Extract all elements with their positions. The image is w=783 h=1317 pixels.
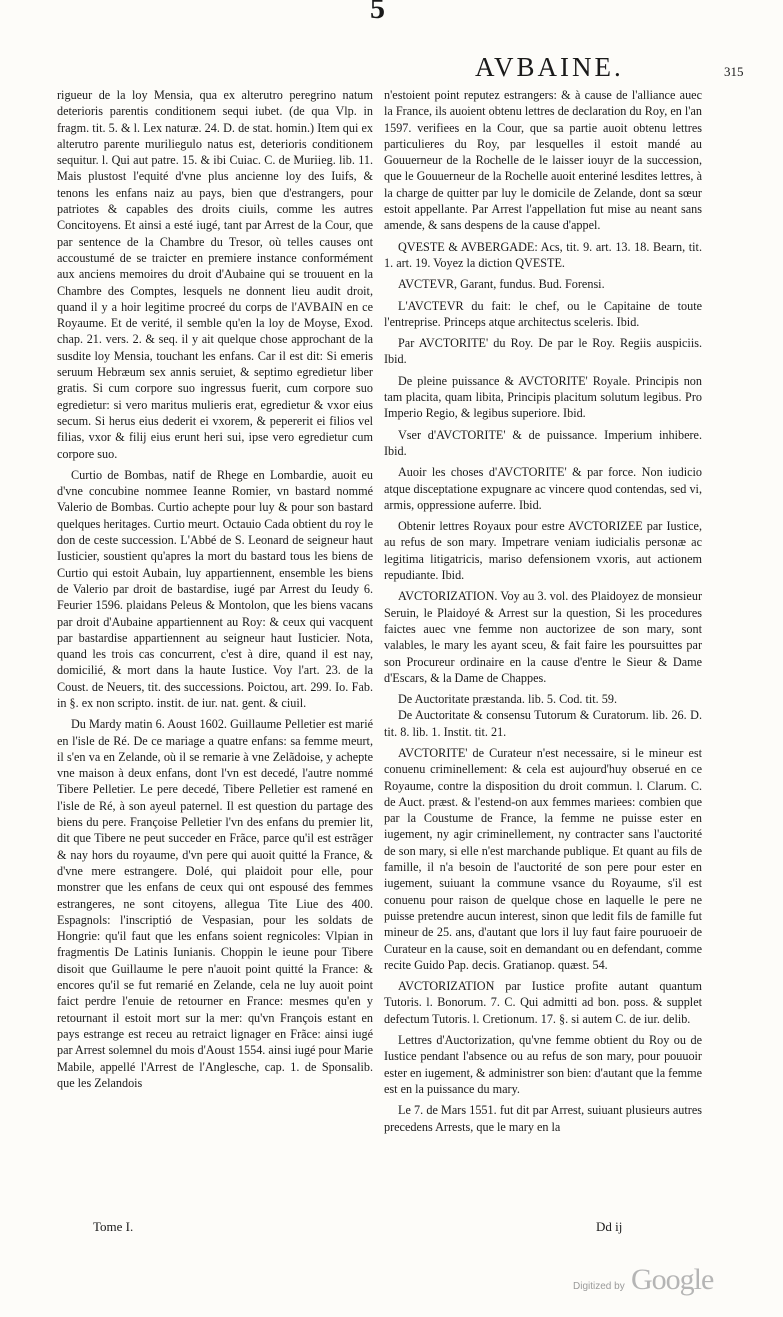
signature-mark: Dd ij [596,1219,623,1234]
right-entry: De Auctoritate præstanda. lib. 5. Cod. tit. 59. [398,692,618,707]
right-entry: AVCTORIZATION. Voy au 3. vol. des Plaidoyez de monsieur Seruin, le Plaidoyé & Arrest sur la question, Si les procedures faictes auec vne femme non auctorizee de son mary, sont valables, le mary les ayant sceu, & fait faire les poursuittes par son Procureur ordinaire en la cause d'entre le Sieur & Dame d'Escars, & la Dame de Chappes. [384,589,702,685]
digitized-watermark [573,1263,773,1303]
right-entry: L'AVCTEVR du fait: le chef, ou le Capitaine de toute l'entreprise. Princeps atque architectus sceleris. Ibid. [384,298,702,329]
right-entry: De Auctoritate & consensu Tutorum & Curatorum. lib. 26. D. tit. 8. lib. 1. Instit. tit. 21. [384,708,702,739]
right-entry: QVESTE & AVBERGADE: Acs, tit. 9. art. 13. 18. Bearn, tit. 1. art. 19. Voyez la diction QVESTE. [384,239,702,270]
right-entry: AVCTORITE' de Curateur n'est necessaire, si le mineur est conuenu criminellement: & cela est aujourd'huy obserué en ce Royaume, contre la disposition du droit commun. l. Clarum. C. de Auct. præst. & l'estend-on aux femmes mariees: combien que par la Coustume de France, la femme ne puisse ester en iugement, ny agir criminellement, ny contracter sans l'auctorité de son mary, si elle n'est marchande publique. Et quant au fils de famille, il n'a besoin de l'auctorité de son pere pour ester en iugement, suiuant la commune vsance du Royaume, s'il est conuenu pour raison de quelque chose en laquelle le pere ne puisse pretendre aucun interest, sinon que ledit fils de famille fut mineur de 25. ans, d'autant que lors il luy faut faire pouruoeir de Curateur en la cause, soit en demandant ou en defendant, comme recite Guido Pap. decis. Gratianop. quæst. 54. [384,745,702,972]
right-paragraph: n'estoient point reputez estrangers: & à cause de l'alliance auec la France, ils auoient obtenu lettres de declaration du Roy, en l'an 1597. verifiees en la Cour, que sa partie auoit obtenu lettres particulieres du Roy, par lesquelles il estoit mandé au Gouuerneur de la Rochelle de le laisser iouyr de la succession, que le Gouuerneur de la Rochelle auoit enteriné lesdites lettres, à la charge de quitter par luy le domicile de Zelande, dont sa sœur estoit appellante. Par Arrest l'appellation fut mise au neant sans amende, & sans despens de la cause d'appel. [384,88,702,233]
left-column [57,87,373,1091]
right-entry: Par AVCTORITE' du Roy. De par le Roy. Regiis auspiciis. Ibid. [384,336,702,367]
google-logo: Google [631,1263,714,1296]
right-entry: Auoir les choses d'AVCTORITE' & par force. Non iudicio atque disceptatione expugnare ac vincere quod contendas, sed vi, armis, oppressione auferre. Ibid. [384,465,702,512]
right-entry: Lettres d'Auctorization, qu'vne femme obtient du Roy ou de Iustice pendant l'absence ou au refus de son mary, pour pouuoir ester en iugement, & administrer son bien: d'autant que la femme est en la puissance du mary. [384,1033,702,1096]
right-entry: AVCTORIZATION par Iustice profite autant quantum Tutoris. l. Bonorum. 7. C. Qui admitti ad bon. poss. & supplet defectum Tutoris. l. Cretionum. 17. §. si autem C. de iur. delib. [384,979,702,1026]
left-paragraph: rigueur de la loy Mensia, qua ex alterutro peregrino natum deterioris parentis conditionem sequi iubet. (de qua Vlp. in fragm. tit. 5. & l. Lex naturæ. 24. D. de stat. homin.) Item qui ex alterutro parente muriliegulo natus est, deterioris conditionem sequitur. l. Qui aut patre. 15. & ibi Cuiac. C. de Muriieg. lib. 11. Mais plustost l'equité d'vne plus ancienne loy des Iuifs, & tenons les enfans naiz au pays, bien que d'estrangers, pour patriotes & capables des droits ciuils, comme les autres Concitoyens. Et ainsi a esté iugé, tant par Arrest de la Cour, que par sentence de la Chambre du Tresor, où telles causes ont accoustumé de se traicter en premiere instance conformément aux anciens memoires du droit d'Aubaine qui se trouuent en la Chambre des Comptes, lesquels ne donnent lieu audit droit, quand il y a hoir legitime procreé du corps de l'AVBAIN en ce Royaume. Et de verité, il semble qu'en la loy de Moyse, Exod. chap. 21. vers. 2. & seq. il y ait quelque chose approchant de la susdite loy Mensia, touchant les enfans. Car il est dit: Si emeris seruum Hebræum sex annis seruiet, & septimo egredietur liber gratis. Si cum corpore suo ingressus fuerit, cum corpore suo egredietur: si vero maritus mulieris erat, egredietur & vxor eius secum. Si herus eius dederit ei vxorem, & pepererit ei filios vel filias, vxor & filij eius erunt heri sui, ipse vero egredietur cum corpore suo. [57,88,373,461]
right-entry: Vser d'AVCTORITE' & de puissance. Imperium inhibere. Ibid. [384,427,702,458]
page-footer [0,1219,783,1239]
running-head-title: AVBAINE. [475,52,624,82]
left-paragraph: Du Mardy matin 6. Aoust 1602. Guillaume Pelletier est marié en l'isle de Ré. De ce mariage a quatre enfans: sa femme meurt, il s'en va en Zelande, où il se remarie à vne Zelãdoise, y achepte vne maison à deux enfans, dont l'vn est decedé, l'autre nommé Tibere Pelletier. Le pere decedé, Tibere Pelletier est ramené en l'isle de Ré, à son ayeul paternel. Il est question du partage des biens du pere. Françoise Pelletier l'vn des enfans du premier lit, dit que Tibere ne peut succeder en Frãce, parce qu'il est estrãger & nay hors du royaume, d'vn pere qui auoit quitté la France, & d'vne mere estrangere. Dolé, qui plaidoit pour elle, pour monstrer que les enfans de ceux qui ont espousé des femmes estrangeres, ne sont citoyens, allegua Tite Liue des 400. Espagnols: l'inscriptió de Vespasian, pour les soldats de Hongrie: qu'il faut que les enfans soient regnicoles: Vlpian in fragmentis De Latinis Iunianis. Choppin le ieune pour Tibere disoit que Guillaume le pere n'auoit point quitté la France: & encores qu'il se fut remarié en Zelande, cela ne luy auoit point faict perdre l'enuie de retourner en France: mesmes qu'en y retournant il estoit mort sur la mer: qu'vn François estant en pays estrange est receu au retraict lignager en Frãce: ainsi iugé par Arrest solemnel du mois d'Aoust 1554. ainsi iugé pour Marie Mabile, appellé l'Arrest de l'Anglesche, cap. 1. de Sponsalib. que les Zelandois [57,717,373,1090]
right-entry: De pleine puissance & AVCTORITE' Royale. Principis non tam placita, quam libita, Principis placitum solutum legibus. Pro Imperio Regio, & legibus superiore. Ibid. [384,373,702,421]
running-head [0,52,783,82]
right-column [384,87,702,1135]
right-entry: Obtenir lettres Royaux pour estre AVCTORIZEE par Iustice, au refus de son mary. Impetrare veniam iudicialis personæ ac legitima litigatricis, mariso defensionem vxoris, aut actionem repudiante. Ibid. [384,519,702,583]
page-number: 315 [724,64,744,79]
right-entry: AVCTEVR, Garant, fundus. Bud. Forensi. [398,277,605,292]
top-ink-mark: 5 [370,0,385,25]
left-paragraph: Curtio de Bombas, natif de Rhege en Lombardie, auoit eu d'vne concubine nommee Ieanne Romier, vn bastard nommé Valerio de Bombas. Curtio achepte pour luy & pour son bastard quelques heritages. Curtio meurt. Octauio Cada obtient du roy le don de ceste succession. L'Abbé de S. Leonard de seigneur haut Iusticier, soustient qu'apres la mort du bastard tous les biens de Curtio qui estoit Aubain, luy appartiennent, ensemble les biens de Valerio par droit de bastardise, iugé par Arrest du Ieudy 6. Feurier 1596. plaidans Peleus & Montolon, que les biens vacans par droit d'Aubaine appartiennent au Roy: & ceux qui vacquent par bastardise appartiennent au seigneur haut Iusticier. Nota, quand les trois cas concurrent, c'est à dire, quand il est nay, domicilié, & mort dans la haute Iustice. Voy l'art. 23. de la Coust. de Neuers, tit. des successions. Poictou, art. 299. Io. Fab. in §. ex non scripto. instit. de iur. nat. gent. & ciuil. [57,467,373,710]
right-entry: Le 7. de Mars 1551. fut dit par Arrest, suiuant plusieurs autres precedens Arrests, que le mary en la [384,1103,702,1134]
digitized-label: Digitized by [573,1281,625,1292]
volume-label: Tome I. [93,1219,134,1234]
